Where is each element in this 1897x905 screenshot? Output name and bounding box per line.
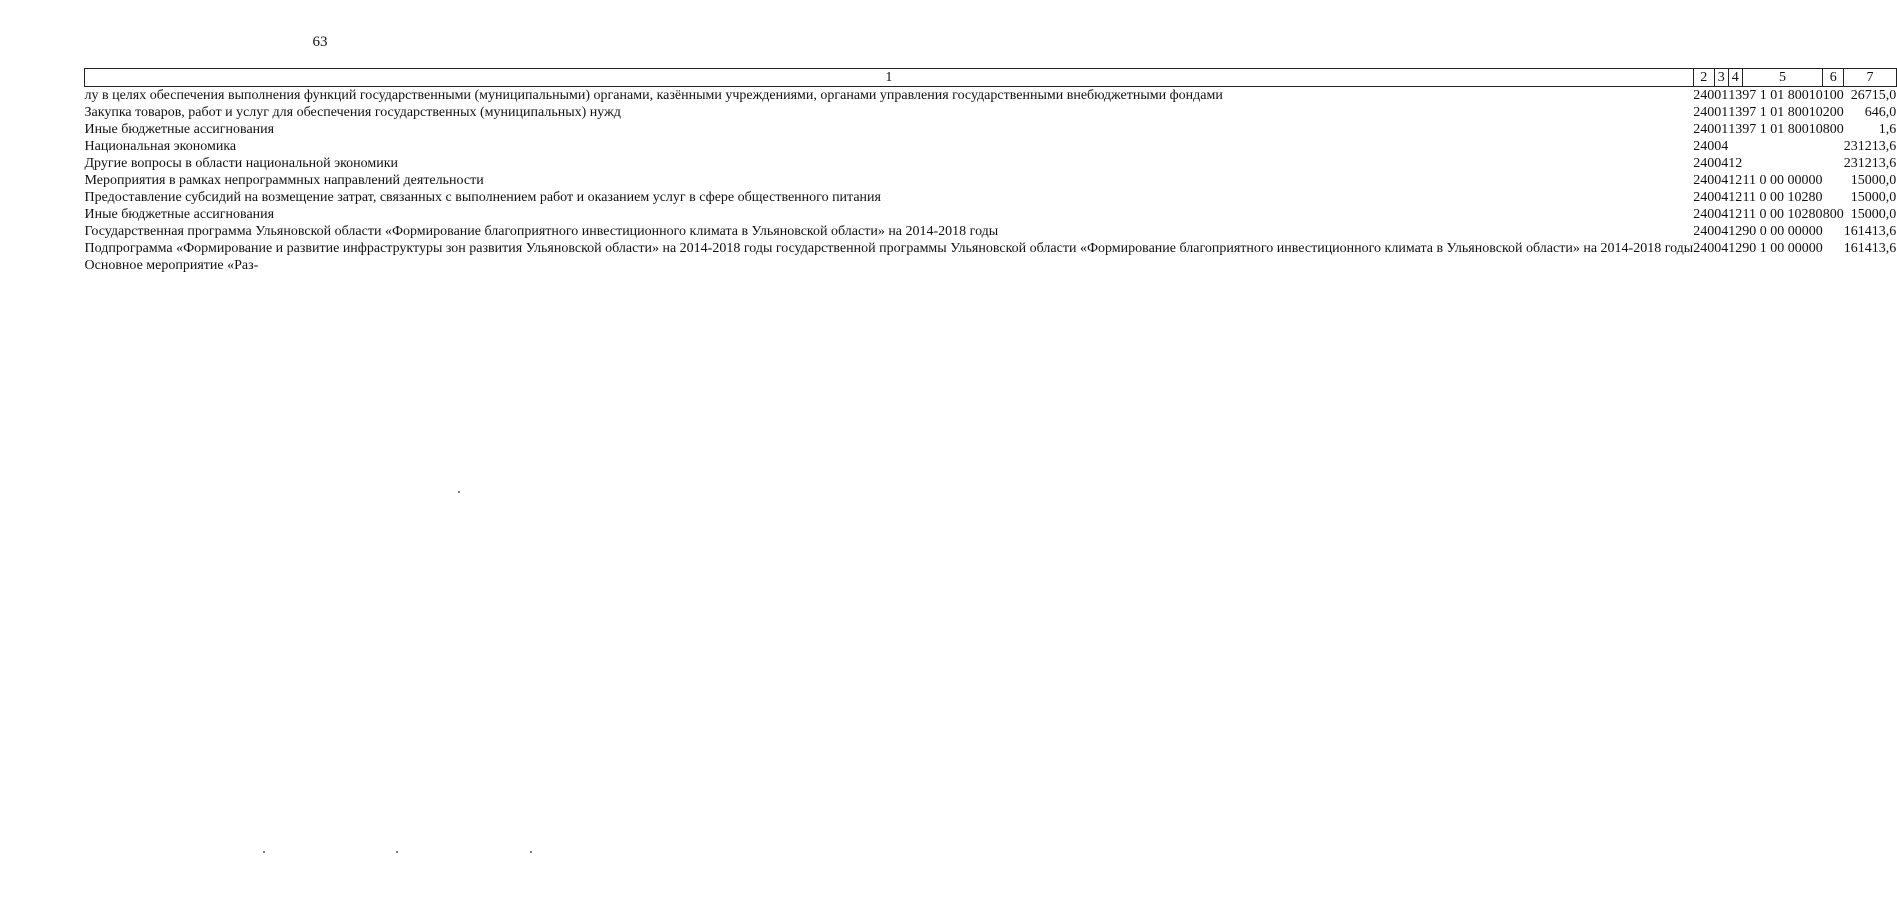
ministry-code: 240: [1693, 207, 1715, 222]
table-row: [85, 240, 1897, 257]
ministry-code: 240: [1693, 88, 1715, 103]
subsection-code: 13: [1728, 88, 1743, 103]
header-row: [85, 69, 1897, 87]
target-article-code: 97 1 01 80010: [1742, 122, 1823, 137]
ministry-code: 240: [1693, 224, 1715, 239]
row-description: Иные бюджетные ассигнования: [84, 207, 275, 222]
row-description: Закупка товаров, работ и услуг для обеспечения государственных (муниципальных) нужд: [84, 105, 621, 120]
ministry-code: 240: [1693, 173, 1715, 188]
amount: 646,0: [1864, 105, 1897, 120]
expense-type-code: [1823, 223, 1844, 240]
budget-table: [84, 68, 1897, 274]
row-description: Национальная экономика: [84, 139, 237, 154]
subsection-code: 12: [1728, 156, 1743, 171]
scan-speck: [530, 851, 532, 853]
amount: 161413,6: [1843, 224, 1897, 239]
expense-type-code: [1823, 189, 1844, 206]
expense-type-code: 200: [1822, 105, 1844, 120]
column-header-4: 4: [1728, 69, 1742, 87]
target-article-code: [1742, 257, 1823, 274]
column-header-2: 2: [1693, 69, 1714, 87]
table-row: [85, 257, 1897, 274]
amount: 231213,6: [1843, 139, 1897, 154]
target-article-code: 90 0 00 00000: [1742, 224, 1823, 239]
subsection-code: 12: [1728, 241, 1743, 256]
target-article-code: 97 1 01 80010: [1742, 88, 1823, 103]
target-article-code: [1742, 138, 1823, 155]
table-row: [85, 121, 1897, 138]
column-header-5: 5: [1742, 69, 1823, 87]
subsection-code: 13: [1728, 105, 1743, 120]
target-article-code: [1742, 155, 1823, 172]
ministry-code: 240: [1693, 156, 1715, 171]
target-article-code: 97 1 01 80010: [1742, 105, 1823, 120]
row-description: Мероприятия в рамках непрограммных направлений деятельности: [84, 173, 484, 188]
section-code: 04: [1714, 241, 1729, 256]
amount: 26715,0: [1850, 88, 1897, 103]
subsection-code: 12: [1728, 224, 1743, 239]
column-header-1: 1: [85, 69, 1694, 87]
table-row: [85, 104, 1897, 121]
column-header-3: 3: [1714, 69, 1728, 87]
ministry-code: 240: [1693, 122, 1715, 137]
table-row: [85, 172, 1897, 189]
section-code: 04: [1714, 156, 1729, 171]
section-code: 01: [1714, 122, 1729, 137]
amount: 231213,6: [1843, 156, 1897, 171]
section-code: 01: [1714, 105, 1729, 120]
row-description: Предоставление субсидий на возмещение затрат, связанных с выполнением работ и оказанием услуг в сфере общественного питания: [84, 190, 881, 205]
amount: 15000,0: [1850, 207, 1897, 222]
amount: 161413,6: [1843, 241, 1897, 256]
column-header-7: 7: [1844, 69, 1897, 87]
expense-type-code: [1823, 257, 1844, 274]
ministry-code: 240: [1693, 139, 1715, 154]
table-header: [85, 69, 1897, 87]
section-code: 04: [1714, 139, 1729, 154]
page-number: 63: [312, 34, 328, 50]
amount: 15000,0: [1850, 173, 1897, 188]
row-description: Другие вопросы в области национальной экономики: [84, 156, 399, 171]
target-article-code: 11 0 00 10280: [1742, 207, 1823, 222]
target-article-code: 90 1 00 00000: [1742, 241, 1823, 256]
expense-type-code: 800: [1822, 207, 1844, 222]
column-header-6: 6: [1823, 69, 1844, 87]
row-description: Иные бюджетные ассигнования: [84, 122, 275, 137]
table-row: [85, 206, 1897, 223]
table-row: [85, 138, 1897, 155]
row-description: Подпрограмма «Формирование и развитие инфраструктуры зон развития Ульяновской области» на 2014-2018 годы государственной программы Ульяновской области «Формирование благоприятного инвестиционного климата в Ульяновской области» на 2014-2018 годы: [84, 241, 1694, 256]
expense-type-code: [1823, 172, 1844, 189]
table-row: [85, 155, 1897, 172]
ministry-code: 240: [1693, 105, 1715, 120]
subsection-code: 12: [1728, 173, 1743, 188]
row-description: Государственная программа Ульяновской области «Формирование благоприятного инвестиционного климата в Ульяновской области» на 2014-2018 годы: [84, 224, 999, 239]
scan-speck: [263, 851, 265, 853]
section-code: 04: [1714, 224, 1729, 239]
expense-type-code: [1823, 138, 1844, 155]
subsection-code: 12: [1728, 207, 1743, 222]
scan-speck: [396, 851, 398, 853]
subsection-code: 13: [1728, 122, 1743, 137]
target-article-code: 11 0 00 10280: [1742, 190, 1823, 205]
row-description: лу в целях обеспечения выполнения функций государственными (муниципальными) органами, казёнными учреждениями, органами управления государственными внебюджетными фондами: [84, 88, 1223, 103]
target-article-code: 11 0 00 00000: [1742, 173, 1823, 188]
table-body: [85, 87, 1897, 275]
subsection-code: 12: [1728, 190, 1743, 205]
subsection-code: [1728, 138, 1742, 155]
expense-type-code: 800: [1822, 122, 1844, 137]
amount: 15000,0: [1850, 190, 1897, 205]
amount: [1844, 257, 1897, 274]
amount: 1,6: [1878, 122, 1897, 137]
expense-type-code: [1823, 155, 1844, 172]
section-code: 04: [1714, 173, 1729, 188]
section-code: 04: [1714, 207, 1729, 222]
expense-type-code: 100: [1822, 88, 1844, 103]
scan-speck: [458, 491, 460, 493]
section-code: 04: [1714, 190, 1729, 205]
ministry-code: [1693, 257, 1714, 274]
ministry-code: 240: [1693, 190, 1715, 205]
ministry-code: 240: [1693, 241, 1715, 256]
expense-type-code: [1823, 240, 1844, 257]
table-row: [85, 87, 1897, 105]
section-code: 01: [1714, 88, 1729, 103]
table-row: [85, 189, 1897, 206]
table-row: [85, 223, 1897, 240]
section-code: [1714, 257, 1728, 274]
row-description: Основное мероприятие «Раз-: [84, 258, 259, 273]
subsection-code: [1728, 257, 1742, 274]
